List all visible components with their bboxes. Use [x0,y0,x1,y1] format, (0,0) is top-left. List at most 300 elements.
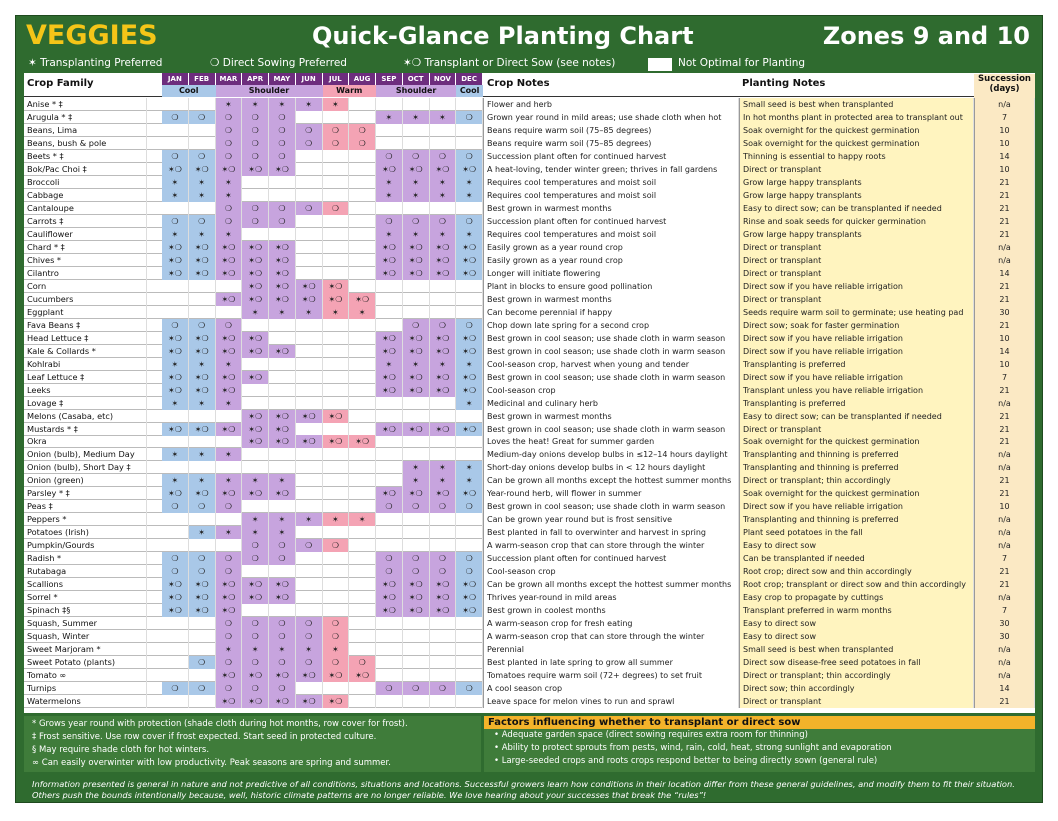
month-cell: ❍ [189,111,216,124]
month-cell: ✶❍ [323,435,350,448]
month-cell [349,643,376,656]
month-cell: ✶❍ [216,578,243,591]
month-cell: ✶ [216,228,243,241]
month-cell: ✶ [323,643,350,656]
month-cell [323,111,350,124]
month-cell: ❍ [456,319,483,332]
crop-name: Watermelons [24,695,147,708]
planting-note: Transplanting and thinning is preferred [739,448,974,461]
month-cell [189,137,216,150]
succession-days: 7 [974,371,1035,384]
month-cell: ✶❍ [456,371,483,384]
month-cell [269,332,296,345]
succession-days: n/a [974,254,1035,267]
month-cell: ✶ [242,513,269,526]
month-cell: ✶❍ [162,254,189,267]
month-header: AUG [349,73,376,85]
month-cell: ❍ [430,682,457,695]
month-cell [323,215,350,228]
month-cell: ❍ [216,111,243,124]
month-cell [242,228,269,241]
month-cell: ✶❍ [376,345,403,358]
table-row [24,98,1035,111]
crop-name: Arugula * ‡ [24,111,147,124]
crop-note: Can be grown all months except the hottest summer months [483,474,739,487]
month-cell [430,280,457,293]
crop-note: Thrives year-round in mild areas [483,591,739,604]
month-cell [376,280,403,293]
month-cell [349,500,376,513]
crop-name: Lovage ‡ [24,397,147,410]
planting-note: Easy crop to propagate by cuttings [739,591,974,604]
succession-days: 30 [974,630,1035,643]
crop-name: Bok/Pac Choi ‡ [24,163,147,176]
month-cell [162,306,189,319]
zone-title: Zones 9 and 10 [822,22,1030,50]
season-header: Warm [323,85,377,97]
month-cell: ✶❍ [242,254,269,267]
month-cell: ✶❍ [430,241,457,254]
month-cell: ❍ [242,202,269,215]
crop-name: Eggplant [24,306,147,319]
planting-note: Direct sow; thin accordingly [739,682,974,695]
month-cell [323,565,350,578]
month-cell: ✶❍ [296,293,323,306]
month-cell: ❍ [403,552,430,565]
month-cell: ✶❍ [162,604,189,617]
month-cell: ❍ [269,150,296,163]
month-cell: ✶❍ [376,241,403,254]
succession-days: 10 [974,124,1035,137]
month-cell: ✶❍ [403,241,430,254]
month-cell [430,617,457,630]
month-cell [296,397,323,410]
month-cell: ❍ [376,552,403,565]
month-cell [269,604,296,617]
month-cell: ✶❍ [242,669,269,682]
month-cell: ✶❍ [216,669,243,682]
month-cell [296,358,323,371]
month-cell [376,474,403,487]
month-cell: ✶❍ [296,669,323,682]
month-cell: ❍ [242,215,269,228]
month-cell: ✶ [403,189,430,202]
crop-note: Leave space for melon vines to run and sprawl [483,695,739,708]
month-cell [349,215,376,228]
month-cell: ✶❍ [269,591,296,604]
month-cell: ✶ [430,358,457,371]
month-cell: ❍ [269,215,296,228]
month-cell: ❍ [323,630,350,643]
table-row [24,695,1035,708]
month-cell [403,410,430,423]
crop-note: Short-day onions develop bulbs in < 12 hours daylight [483,461,739,474]
crop-note: Succession plant often for continued harvest [483,150,739,163]
month-cell [269,189,296,202]
succession-days: 21 [974,487,1035,500]
month-cell: ✶❍ [376,604,403,617]
succession-days: n/a [974,643,1035,656]
month-cell [349,565,376,578]
footnote: * Grows year round with protection (shade cloth during hot months, row cover for frost). [32,719,408,729]
month-cell [456,526,483,539]
month-cell: ✶ [296,98,323,111]
month-cell [323,267,350,280]
month-cell: ✶❍ [349,293,376,306]
month-cell [162,630,189,643]
planting-note: Direct or transplant; thin accordingly [739,474,974,487]
month-cell: ❍ [216,656,243,669]
month-cell [323,591,350,604]
month-cell: ❍ [242,656,269,669]
month-cell [269,448,296,461]
month-cell [430,669,457,682]
crop-family-header: Crop Family [27,78,94,89]
month-cell: ❍ [376,215,403,228]
month-cell: ❍ [456,565,483,578]
planting-note: Seeds require warm soil to germinate; use heating pad [739,306,974,319]
month-cell [323,604,350,617]
month-cell [403,293,430,306]
crop-name: Radish * [24,552,147,565]
month-cell: ✶❍ [456,604,483,617]
month-cell [456,539,483,552]
month-cell: ✶ [456,176,483,189]
month-cell [376,397,403,410]
month-cell: ✶❍ [376,371,403,384]
month-cell [242,565,269,578]
crop-name: Parsley * ‡ [24,487,147,500]
table-row [24,111,1035,124]
month-cell [162,202,189,215]
planting-note: Direct sow; soak for faster germination [739,319,974,332]
month-cell: ✶❍ [403,591,430,604]
planting-note: Root crop; transplant or direct sow and thin accordingly [739,578,974,591]
month-cell: ❍ [403,500,430,513]
month-cell: ✶❍ [189,604,216,617]
month-cell: ❍ [269,656,296,669]
season-header: Cool [456,85,483,97]
month-cell [376,695,403,708]
month-cell: ❍ [323,124,350,137]
succession-days: 21 [974,319,1035,332]
month-cell [189,202,216,215]
month-cell [296,345,323,358]
table-row [24,267,1035,280]
month-cell: ❍ [216,630,243,643]
month-cell: ✶❍ [430,384,457,397]
planting-note: Direct or transplant [739,267,974,280]
month-cell [323,552,350,565]
month-cell [189,695,216,708]
crop-note: Best grown in coolest months [483,604,739,617]
month-cell [162,695,189,708]
month-cell: ✶ [376,176,403,189]
month-cell: ✶❍ [269,280,296,293]
succession-days: 21 [974,695,1035,708]
succession-days: 21 [974,215,1035,228]
month-cell [376,669,403,682]
month-cell [323,332,350,345]
factor-item: • Ability to protect sprouts from pests, wind, rain, cold, heat, strong sunlight and evaporation [494,743,892,753]
month-cell [216,410,243,423]
month-cell [296,163,323,176]
crop-name: Cabbage [24,189,147,202]
month-cell: ❍ [296,137,323,150]
crop-note: Best grown in warmest months [483,202,739,215]
month-cell [296,267,323,280]
month-cell [430,656,457,669]
month-cell: ✶ [296,306,323,319]
month-cell [162,513,189,526]
month-cell [403,448,430,461]
month-cell: ✶❍ [269,695,296,708]
month-cell [323,461,350,474]
footnotes [24,716,481,772]
planting-note: Easy to direct sow; can be transplanted if needed [739,202,974,215]
month-cell: ❍ [269,630,296,643]
succession-days: 21 [974,176,1035,189]
month-header: JUN [296,73,323,85]
table-row [24,345,1035,358]
month-cell [162,669,189,682]
month-cell: ❍ [216,137,243,150]
crop-name: Anise * ‡ [24,98,147,111]
month-cell [430,202,457,215]
month-cell: ✶❍ [403,384,430,397]
month-cell: ❍ [430,215,457,228]
month-cell [349,682,376,695]
month-cell: ✶ [189,474,216,487]
month-cell [456,617,483,630]
crop-name: Rutabaga [24,565,147,578]
month-cell [242,189,269,202]
table-row [24,410,1035,423]
month-cell [242,384,269,397]
month-cell: ❍ [189,150,216,163]
month-cell: ✶❍ [216,332,243,345]
month-cell: ✶❍ [430,591,457,604]
crop-note: Best grown in cool season; use shade cloth in warm season [483,345,739,358]
crop-name: Sweet Potato (plants) [24,656,147,669]
month-cell: ❍ [430,500,457,513]
factor-item: • Large-seeded crops and roots crops respond better to being directly sown (general rule) [494,756,878,766]
succession-days: 21 [974,202,1035,215]
month-cell: ❍ [189,319,216,332]
month-cell: ✶❍ [162,163,189,176]
crop-notes-header: Crop Notes [487,78,550,89]
crop-note: Grown year round in mild areas; use shade cloth when hot [483,111,739,124]
month-cell [242,500,269,513]
month-cell: ❍ [296,202,323,215]
month-cell [456,124,483,137]
table-row [24,669,1035,682]
month-cell [296,604,323,617]
month-cell [162,124,189,137]
month-cell: ✶ [376,358,403,371]
month-cell: ✶❍ [403,345,430,358]
month-cell: ❍ [296,630,323,643]
month-cell: ✶❍ [323,410,350,423]
table-row [24,552,1035,565]
month-cell: ✶ [216,358,243,371]
crop-note: Beans require warm soil (75–85 degrees) [483,124,739,137]
succession-days: 7 [974,604,1035,617]
month-cell: ✶❍ [430,423,457,436]
month-cell [349,487,376,500]
month-cell [349,280,376,293]
month-cell: ✶❍ [216,591,243,604]
crop-note: Requires cool temperatures and moist soil [483,189,739,202]
month-cell [376,293,403,306]
table-row [24,124,1035,137]
month-cell [189,513,216,526]
month-cell: ❍ [242,150,269,163]
planting-note: Transplanting and thinning is preferred [739,461,974,474]
month-cell [376,526,403,539]
month-cell: ✶ [162,358,189,371]
month-cell: ❍ [430,319,457,332]
crop-name: Onion (bulb), Medium Day [24,448,147,461]
month-cell: ✶❍ [403,578,430,591]
month-cell [376,539,403,552]
crop-name: Cilantro [24,267,147,280]
month-cell: ❍ [269,111,296,124]
crop-name: Cauliflower [24,228,147,241]
month-cell: ❍ [269,682,296,695]
month-cell: ❍ [216,565,243,578]
month-cell [456,202,483,215]
planting-table [24,73,1035,713]
crop-name: Fava Beans ‡ [24,319,147,332]
crop-note: Best planted in fall to overwinter and harvest in spring [483,526,739,539]
month-cell: ❍ [296,617,323,630]
month-cell [376,202,403,215]
month-cell [296,150,323,163]
month-cell: ✶❍ [430,604,457,617]
month-cell [216,306,243,319]
crop-name: Cantaloupe [24,202,147,215]
table-row [24,643,1035,656]
month-cell: ❍ [189,215,216,228]
month-cell [349,332,376,345]
month-cell: ✶❍ [323,280,350,293]
month-cell: ❍ [242,137,269,150]
month-cell: ❍ [376,500,403,513]
crop-note: A cool season crop [483,682,739,695]
month-cell: ✶❍ [349,669,376,682]
month-cell: ✶❍ [189,578,216,591]
planting-note: Soak overnight for the quickest germination [739,435,974,448]
month-cell [162,280,189,293]
month-cell [376,98,403,111]
month-cell [323,397,350,410]
month-cell: ✶ [216,448,243,461]
month-cell: ✶❍ [403,163,430,176]
month-cell [269,397,296,410]
factors-title: Factors influencing whether to transplant or direct sow [484,716,1035,729]
succession-days: 21 [974,384,1035,397]
succession-days: 21 [974,423,1035,436]
month-cell [189,410,216,423]
month-cell: ✶❍ [162,487,189,500]
month-cell: ✶❍ [242,578,269,591]
crop-note: Best grown in warmest months [483,293,739,306]
month-cell: ✶❍ [456,578,483,591]
month-cell: ✶❍ [269,345,296,358]
succession-days: 21 [974,410,1035,423]
month-cell [403,617,430,630]
month-cell: ❍ [403,215,430,228]
month-cell: ❍ [216,202,243,215]
month-cell [456,643,483,656]
crop-note: Best grown in cool season; use shade cloth in warm season [483,423,739,436]
month-cell: ✶❍ [269,267,296,280]
crop-note: Best grown in cool season; use shade cloth in warm season [483,500,739,513]
month-cell [349,604,376,617]
succession-days: n/a [974,98,1035,111]
month-cell [189,98,216,111]
month-cell [430,630,457,643]
month-cell: ✶ [403,461,430,474]
crop-name: Tomato ∞ [24,669,147,682]
month-cell: ❍ [242,111,269,124]
month-cell [269,176,296,189]
crop-note: Loves the heat! Great for summer garden [483,435,739,448]
month-cell: ✶❍ [189,345,216,358]
table-row [24,306,1035,319]
planting-note: Direct or transplant; thin accordingly [739,669,974,682]
month-cell [189,293,216,306]
succession-days: n/a [974,591,1035,604]
month-cell [216,435,243,448]
month-cell [216,461,243,474]
planting-note: Direct or transplant [739,695,974,708]
month-cell: ❍ [216,500,243,513]
crop-note: Can be grown year round but is frost sensitive [483,513,739,526]
crop-name: Onion (bulb), Short Day ‡ [24,461,147,474]
footnote: ‡ Frost sensitive. Use row cover if frost expected. Start seed in protected culture. [32,732,377,742]
month-cell: ✶❍ [456,487,483,500]
month-cell: ❍ [403,565,430,578]
month-cell: ✶ [430,189,457,202]
succession-days: 10 [974,500,1035,513]
month-cell: ❍ [456,552,483,565]
month-cell: ✶ [216,189,243,202]
table-row [24,319,1035,332]
month-cell [403,695,430,708]
month-cell: ❍ [242,630,269,643]
month-cell: ✶❍ [456,267,483,280]
month-cell: ✶ [296,643,323,656]
month-cell: ✶ [162,397,189,410]
month-cell: ✶❍ [242,371,269,384]
planting-note: Grow large happy transplants [739,189,974,202]
month-cell [403,643,430,656]
crop-name: Cucumbers [24,293,147,306]
month-cell: ✶❍ [430,163,457,176]
month-cell: ✶❍ [269,487,296,500]
month-cell [162,293,189,306]
month-cell [323,682,350,695]
month-cell: ✶❍ [349,435,376,448]
month-cell: ❍ [216,617,243,630]
table-row [24,358,1035,371]
month-cell: ✶❍ [269,435,296,448]
planting-note: Direct sow if you have reliable irrigation [739,345,974,358]
month-cell: ✶❍ [430,371,457,384]
month-cell: ✶❍ [269,423,296,436]
